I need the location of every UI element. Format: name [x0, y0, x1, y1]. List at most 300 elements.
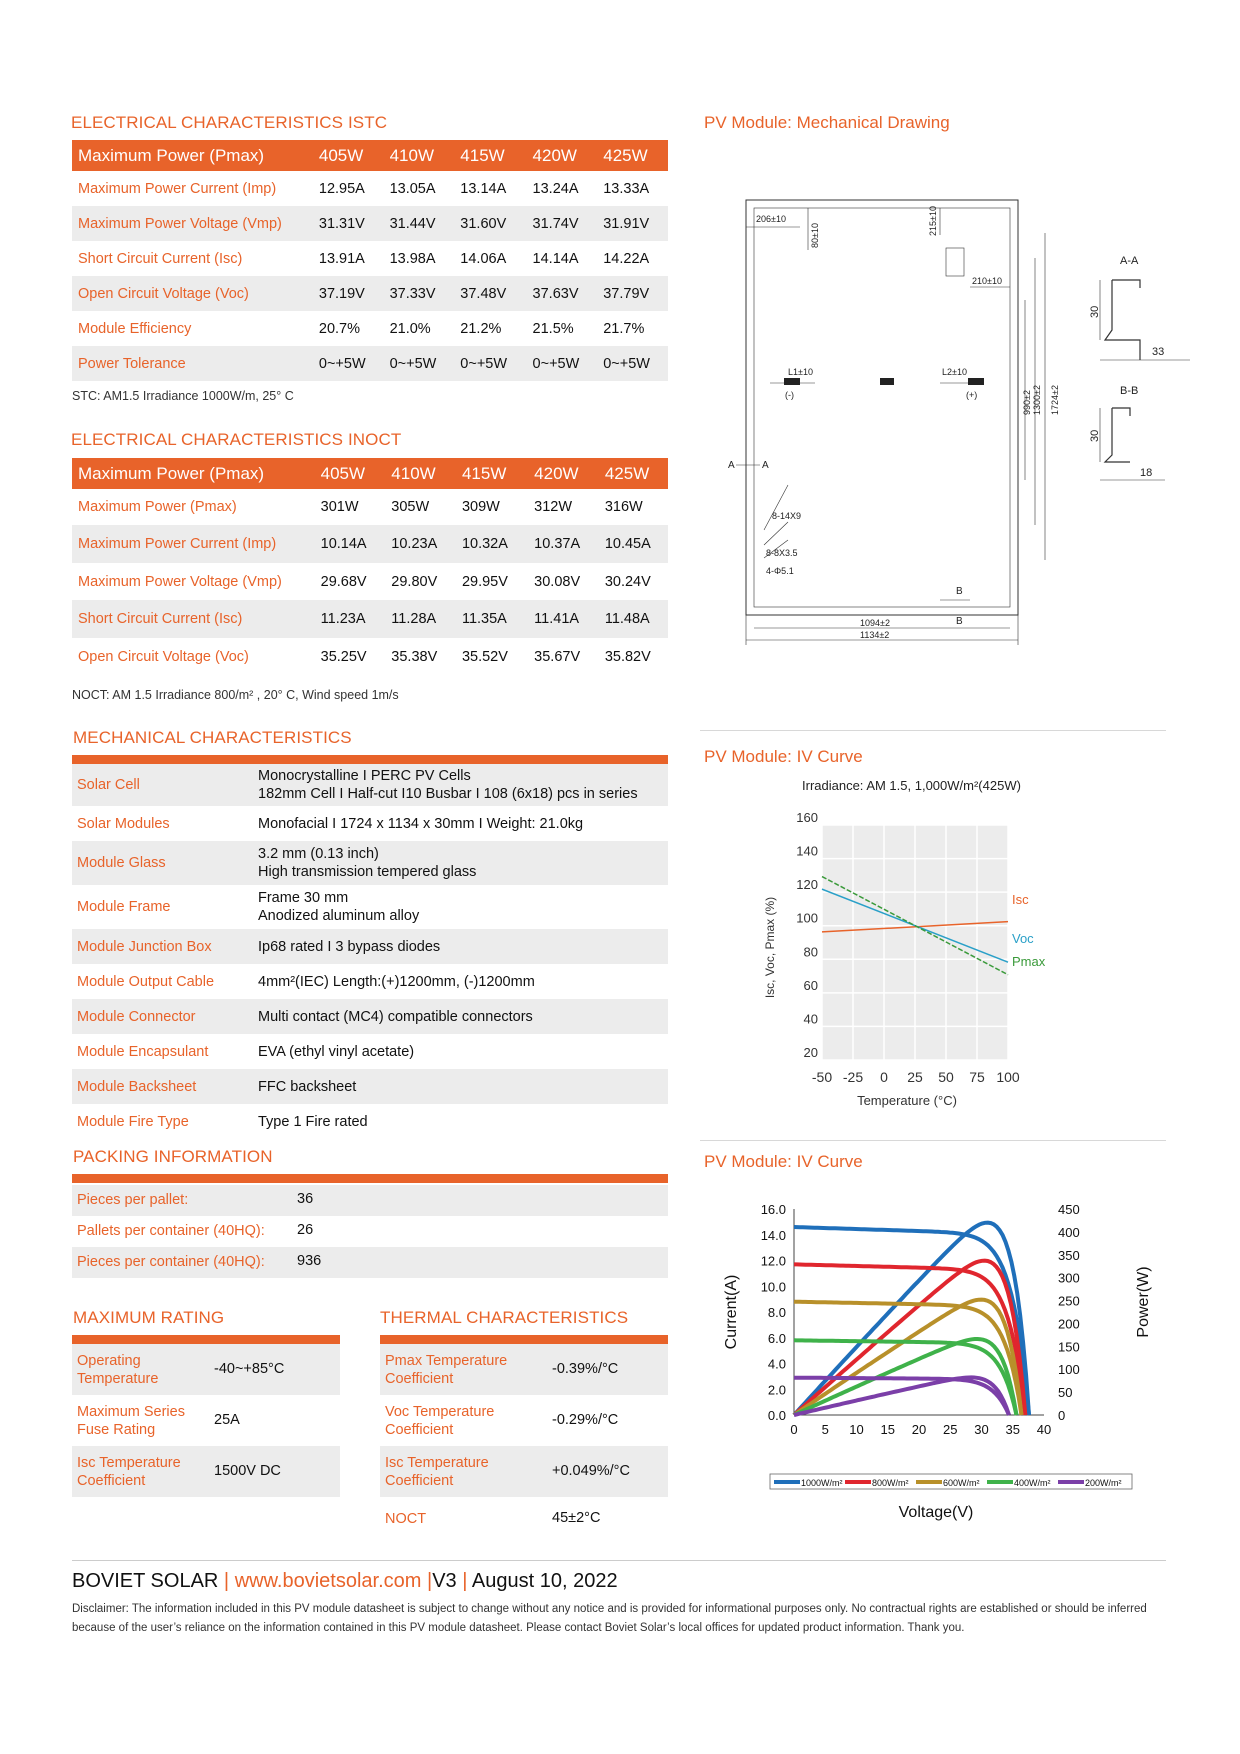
cell-value: 0~+5W [527, 346, 598, 381]
cell-value: 31.31V [313, 206, 384, 241]
cell-value: 20.7% [318, 320, 360, 337]
cell-value: 0~+5W [597, 346, 668, 381]
label-line2: Coefficient [385, 1421, 454, 1438]
mechanical-value-line2: Anodized aluminum alloy [258, 908, 420, 924]
cell-value: 30.24V [604, 573, 651, 590]
mechanical-value-line1: Monofacial I 1724 x 1134 x 30mm I Weight: 21.0kg [258, 815, 584, 832]
footer-version: V3 [432, 1570, 457, 1592]
thermal-label [385, 1454, 489, 1490]
stc-title-suffix: STC [352, 113, 388, 132]
max_rating-row [72, 1344, 340, 1395]
mechanical-value [258, 815, 583, 833]
table-row [72, 346, 668, 381]
cell-value: 37.48V [454, 276, 526, 311]
cell-value: 14.06A [460, 250, 507, 267]
negative-connector [784, 378, 800, 385]
mechanical-label: Module Output Cable [77, 973, 215, 990]
holes-3: 4-Φ5.1 [766, 566, 794, 576]
table-row [72, 171, 668, 206]
y-tick-label: 6.0 [767, 1330, 786, 1346]
cell-value: 35.52V [461, 648, 508, 665]
stc-note: STC: AM1.5 Irradiance 1000W/m, 25° C [72, 389, 294, 403]
chart-title: Irradiance: AM 1.5, 1,000W/m²(425W) [802, 778, 1021, 793]
noct-note: NOCT: AM 1.5 Irradiance 800/m² , 20° C, Wind speed 1m/s [72, 688, 399, 702]
cell-value: 420W [528, 458, 599, 489]
mechanical-value-line1: Multi contact (MC4) compatible connectors [258, 1008, 533, 1025]
mechanical-label: Module Connector [77, 1008, 196, 1025]
x-tick-label: 0 [880, 1069, 888, 1085]
cell-value: 12.95A [318, 180, 365, 197]
mechanical-value [258, 1113, 368, 1131]
legend-label: 1000W/m² [801, 1478, 843, 1488]
packing-row [72, 1216, 668, 1247]
cell-value: 21.0% [389, 320, 431, 337]
y-tick-label: 4.0 [767, 1356, 786, 1372]
label-line1: Operating [77, 1352, 141, 1369]
packing-value: 36 [297, 1191, 314, 1207]
thermal-bar [380, 1335, 668, 1344]
mechanical-drawing [700, 180, 1200, 660]
cell-value: 405W [313, 140, 384, 171]
label-line1: Isc Temperature [385, 1454, 489, 1471]
cell-value: 29.80V [391, 573, 438, 590]
label-line1: Maximum Series [77, 1403, 185, 1420]
mechanical-value [258, 845, 476, 881]
thermal-label [385, 1510, 426, 1528]
cell-value: 410W [385, 458, 456, 489]
table-header-row [72, 140, 668, 171]
mechanical-row [72, 999, 668, 1034]
section-aa: A-A [1120, 255, 1139, 267]
cell-value: 420W [527, 140, 598, 171]
mechanical-row [72, 964, 668, 999]
table-row [72, 489, 668, 525]
mechanical-row [72, 841, 668, 885]
cell-value: 0~+5W [313, 346, 384, 381]
mechanical-label: Solar Modules [77, 815, 170, 832]
x-tick-label: 100 [996, 1069, 1020, 1085]
y-tick-label: 20 [803, 1045, 818, 1060]
thermal-value: +0.049%/°C [552, 1462, 630, 1479]
cell-value: 21.2% [460, 320, 502, 337]
mechanical-row [72, 764, 668, 806]
mechanical-value [258, 973, 535, 991]
max_rating-label [77, 1454, 181, 1490]
mechanical-row [72, 1034, 668, 1069]
cell-value: 305W [391, 499, 430, 515]
y2-tick-label: 250 [1058, 1293, 1080, 1309]
row-label: Maximum Power Current (Imp) [72, 525, 315, 563]
label-line1: NOCT [385, 1510, 427, 1527]
temp-chart-title: PV Module: IV Curve [704, 747, 863, 766]
y-axis-label: Isc, Voc, Pmax (%) [763, 896, 777, 999]
mechanical-value-line1: FFC backsheet [258, 1078, 357, 1095]
max_rating-row [72, 1446, 340, 1497]
packing-bar [72, 1174, 668, 1183]
cell-value: 30.08V [534, 573, 581, 590]
x-tick-label: -50 [811, 1069, 833, 1085]
noct-title-sep: I [347, 430, 353, 449]
y2-tick-label: 200 [1058, 1316, 1080, 1332]
legend-label: 200W/m² [1085, 1478, 1122, 1488]
x-tick-label: 40 [1036, 1422, 1052, 1437]
thermal-row [380, 1395, 668, 1446]
stc-title: ELECTRICAL CHARACTERISTICS [71, 113, 344, 132]
cell-value: 14.22A [603, 250, 650, 267]
thermal-title: THERMAL CHARACTERISTICS [380, 1308, 629, 1327]
mechanical-value [258, 889, 419, 925]
max_rating-value: 25A [214, 1411, 240, 1428]
cell-value: 11.28A [385, 600, 456, 638]
mechanical-value [258, 767, 638, 803]
cell-value: 10.45A [599, 525, 668, 563]
mechanical-value-line1: Frame 30 mm [258, 890, 349, 906]
table-row [72, 638, 668, 675]
mechanical-value-line1: Monocrystalline I PERC PV Cells [258, 768, 471, 784]
y2-axis-label: Power(W) [1135, 1266, 1152, 1338]
packing-label: Pieces per container (40HQ): [77, 1254, 265, 1270]
cell-value: 405W [315, 458, 386, 489]
cell-value: 21.7% [603, 320, 645, 337]
row-label: Maximum Power Voltage (Vmp) [72, 206, 313, 241]
legend-label: 800W/m² [872, 1478, 909, 1488]
x-tick-label: 30 [974, 1422, 989, 1437]
y-tick-label: 100 [796, 910, 818, 926]
cell-value: 29.95V [461, 573, 508, 590]
y-tick-label: 80 [803, 944, 818, 960]
cell-value: 31.60V [454, 206, 526, 241]
y-tick-label: 2.0 [767, 1382, 786, 1398]
y-tick-label: 160 [796, 810, 818, 825]
y-tick-label: 16.0 [760, 1202, 786, 1217]
y2-tick-label: 100 [1058, 1362, 1080, 1378]
mechanical-row [72, 806, 668, 841]
row-label: Maximum Power (Pmax) [72, 458, 315, 489]
cell-value: 31.91V [597, 206, 668, 241]
x-tick-label: -25 [842, 1069, 864, 1085]
cell-value: 14.14A [532, 250, 579, 267]
cell-value: 13.14A [460, 180, 507, 197]
y-tick-label: 10.0 [760, 1279, 786, 1295]
cell-value: 37.79V [597, 276, 668, 311]
x-tick-label: 5 [821, 1422, 829, 1437]
divider-1 [700, 730, 1166, 731]
dim-h1: 990±2 [1022, 390, 1032, 415]
cell-value: 425W [597, 140, 668, 171]
thermal-row [380, 1344, 668, 1395]
dim-w2: 1134±2 [860, 630, 890, 640]
footer-website-link[interactable]: www.bovietsolar.com [234, 1570, 422, 1592]
mechanical-label: Module Encapsulant [77, 1043, 209, 1060]
x-tick-label: 0 [790, 1422, 798, 1437]
row-label: Open Circuit Voltage (Voc) [78, 648, 249, 665]
x-tick-label: 25 [943, 1422, 958, 1437]
mechanical-value-line1: EVA (ethyl vinyl acetate) [258, 1043, 415, 1060]
pos-label: (+) [966, 390, 978, 400]
mechanical-value-line1: 4mm²(IEC) Length:(+)1200mm, (-)1200mm [258, 973, 535, 990]
mechanical-label: Solar Cell [77, 777, 140, 793]
max_rating-label [77, 1352, 158, 1388]
label-line2: Temperature [77, 1370, 159, 1387]
noct-title: ELECTRICAL CHARACTERISTICS [71, 430, 344, 449]
cell-value: 35.25V [320, 648, 367, 665]
cell-value: 312W [534, 499, 573, 515]
y-axis-label: Current(A) [723, 1274, 740, 1350]
cell-value: 316W [604, 499, 643, 515]
row-label: Power Tolerance [72, 346, 313, 381]
cell-value: 35.82V [604, 648, 651, 665]
dim-h2: 1300±2 [1032, 385, 1042, 415]
footer-date: August 10, 2022 [471, 1570, 618, 1592]
cell-value: 13.05A [389, 180, 436, 197]
cell-value: 415W [454, 140, 526, 171]
legend-label: 600W/m² [943, 1478, 980, 1488]
profile-a-30: 30 [1089, 305, 1101, 318]
mechanical-value-line1: Type 1 Fire rated [258, 1113, 368, 1130]
row-label: Open Circuit Voltage (Voc) [72, 276, 313, 311]
mechanical-bar [72, 755, 668, 764]
thermal-label [385, 1352, 507, 1388]
mechanical-label: Module Glass [77, 855, 166, 871]
y2-tick-label: 0 [1058, 1408, 1066, 1423]
mechanical-label: Module Fire Type [77, 1113, 189, 1130]
mechanical-row [72, 1104, 668, 1139]
packing-row [72, 1247, 668, 1278]
cell-value: 415W [456, 458, 528, 489]
max-rating-title: MAXIMUM RATING [73, 1308, 225, 1327]
noct-section-title [71, 430, 401, 450]
legend [770, 1474, 1132, 1489]
table-row [72, 311, 668, 346]
cell-value: 11.23A [315, 600, 386, 638]
y2-tick-label: 50 [1058, 1385, 1073, 1401]
table-row [72, 276, 668, 311]
table-row [72, 525, 668, 563]
legend-label: 400W/m² [1014, 1478, 1051, 1488]
max_rating-value: -40~+85°C [214, 1360, 285, 1377]
label-line2: Coefficient [77, 1472, 146, 1489]
cell-value: 425W [599, 458, 668, 489]
footer-sep-2: | [427, 1570, 433, 1592]
cell-value: 31.44V [384, 206, 455, 241]
packing-label: Pallets per container (40HQ): [77, 1223, 265, 1239]
stc-title-sep: I [347, 113, 353, 132]
thermal-row [380, 1497, 668, 1540]
y-tick-label: 120 [796, 877, 818, 893]
row-label: Maximum Power (Pmax) [72, 140, 313, 171]
noct-table [72, 458, 668, 675]
cell-value: 13.33A [603, 180, 650, 197]
thermal-value: 45±2°C [552, 1509, 601, 1526]
mechanical-value [258, 1078, 356, 1096]
mechanical-label: Module Backsheet [77, 1078, 197, 1095]
cell-value: 0~+5W [454, 346, 526, 381]
mechanical-value [258, 1043, 414, 1061]
max_rating-label [77, 1403, 185, 1439]
cell-value: 37.63V [527, 276, 598, 311]
y-tick-label: 8.0 [767, 1305, 786, 1320]
table-row [72, 241, 668, 276]
series-label: Voc [1012, 931, 1034, 946]
footer-sep: | [223, 1570, 230, 1592]
table-row [72, 206, 668, 241]
cell-value: 10.32A [456, 525, 528, 563]
y-tick-label: 60 [803, 977, 818, 993]
cell-value: 11.41A [528, 600, 599, 638]
dim-d3: 215±10 [928, 206, 938, 236]
table-row [72, 600, 668, 638]
mechanical-value [258, 1008, 533, 1026]
cell-value: 29.68V [320, 573, 367, 590]
y2-tick-label: 150 [1058, 1339, 1080, 1355]
mechanical-value-line1: 3.2 mm (0.13 inch) [258, 846, 379, 862]
mechanical-value-line2: 182mm Cell I Half-cut I10 Busbar I 108 (6x18) pcs in series [258, 786, 638, 802]
dim-l2: L2±10 [942, 367, 967, 377]
cell-value: 11.35A [456, 600, 528, 638]
mechanical-row [72, 929, 668, 964]
max-rating-bar [72, 1335, 340, 1344]
footer-rule [72, 1560, 1166, 1561]
footer-brand: BOVIET SOLAR [72, 1570, 219, 1592]
row-label: Module Efficiency [78, 320, 192, 337]
cell-value: 13.98A [389, 250, 436, 267]
mechanical-value-line2: High transmission tempered glass [258, 864, 477, 880]
row-label: Short Circuit Current (Isc) [78, 250, 243, 267]
dim-h3: 1724±2 [1050, 385, 1060, 415]
profile-b-30: 30 [1089, 429, 1101, 442]
section-bb: B-B [1120, 385, 1139, 397]
dim-l1: L1±10 [788, 367, 813, 377]
series-label: Pmax [1012, 954, 1046, 969]
holes-1: 8-14X9 [772, 511, 802, 521]
disclaimer: Disclaimer: The information included in this PV module datasheet is subject to change without any notice and is provided for informational purposes only. No contractual rights are established or should be inferred because of the user’s reliance on the information contained in this PV module datasheet. Please contact Boviet Solar’s local offices for updated product information. Thank you. [72, 1603, 1147, 1634]
footer-line [72, 1570, 618, 1593]
cell-value: 35.67V [534, 648, 581, 665]
cell-value: 410W [384, 140, 455, 171]
mechanical-label: Module Frame [77, 899, 171, 915]
cell-value: 35.38V [391, 648, 438, 665]
cell-value: 21.5% [532, 320, 574, 337]
mechanical-row [72, 1069, 668, 1104]
neg-label: (-) [785, 390, 794, 400]
divider-2 [700, 1140, 1166, 1141]
label-line1: Voc Temperature [385, 1403, 495, 1420]
x-tick-label: 20 [911, 1422, 927, 1437]
junction-box [946, 248, 964, 276]
y-tick-label: 0.0 [767, 1408, 786, 1423]
thermal-row [380, 1446, 668, 1497]
thermal-value: -0.39%/°C [552, 1360, 619, 1377]
max_rating-value: 1500V DC [214, 1462, 281, 1479]
x-tick-label: 75 [969, 1069, 985, 1085]
y-tick-label: 140 [796, 843, 818, 859]
cell-value: 37.19V [313, 276, 384, 311]
cell-value: 31.74V [527, 206, 598, 241]
y2-tick-label: 450 [1058, 1202, 1080, 1217]
positive-connector [968, 378, 984, 385]
max_rating-row [72, 1395, 340, 1446]
cell-value: 10.37A [528, 525, 599, 563]
row-label: Maximum Power Voltage (Vmp) [78, 573, 282, 590]
x-tick-label: 50 [938, 1069, 954, 1085]
marker-b-top: B [956, 586, 963, 597]
temp-chart [760, 770, 1120, 1120]
row-label: Maximum Power Current (Imp) [78, 180, 277, 197]
middle-connector [880, 378, 894, 385]
cell-value: 13.24A [532, 180, 579, 197]
drawing-title: PV Module: Mechanical Drawing [704, 113, 950, 132]
marker-a-left: A [728, 460, 735, 471]
mechanical-row [72, 885, 668, 929]
cell-value: 11.48A [599, 600, 668, 638]
series-label: Isc [1012, 892, 1029, 907]
row-label: Maximum Power (Pmax) [78, 499, 237, 515]
iv-chart-title: PV Module: IV Curve [704, 1152, 863, 1171]
packing-title: PACKING INFORMATION [73, 1147, 273, 1166]
noct-title-suffix: NOCT [352, 430, 402, 449]
profile-b-18: 18 [1140, 467, 1153, 479]
cell-value: 301W [320, 499, 359, 515]
mechanical-title: MECHANICAL CHARACTERISTICS [73, 728, 352, 747]
cell-value: 37.33V [384, 276, 455, 311]
packing-value: 936 [297, 1253, 322, 1269]
x-tick-label: 25 [907, 1069, 923, 1085]
x-axis-label: Voltage(V) [898, 1504, 974, 1521]
table-row [72, 563, 668, 600]
packing-row [72, 1185, 668, 1216]
cell-value: 0~+5W [384, 346, 455, 381]
marker-a-right: A [762, 460, 769, 471]
mechanical-label: Module Junction Box [77, 938, 212, 955]
x-tick-label: 15 [880, 1422, 895, 1437]
mechanical-value [258, 938, 440, 956]
dim-w1: 1094±2 [860, 618, 890, 628]
row-label: Short Circuit Current (Isc) [72, 600, 315, 638]
y2-tick-label: 350 [1058, 1247, 1080, 1263]
cell-value: 309W [461, 499, 500, 515]
y2-tick-label: 400 [1058, 1224, 1080, 1240]
y-tick-label: 14.0 [760, 1227, 786, 1243]
y2-tick-label: 300 [1058, 1270, 1080, 1286]
packing-label: Pieces per pallet: [77, 1192, 189, 1208]
profile-a-33: 33 [1152, 346, 1165, 358]
label-line2: Coefficient [385, 1370, 454, 1387]
stc-table [72, 140, 668, 381]
x-axis-label: Temperature (°C) [857, 1093, 957, 1108]
dim-d2: 80±10 [810, 223, 820, 248]
y-tick-label: 12.0 [760, 1253, 786, 1269]
marker-b-bottom: B [956, 616, 963, 627]
cell-value: 10.14A [315, 525, 386, 563]
iv-chart [716, 1195, 1156, 1535]
label-line1: Pmax Temperature [385, 1352, 508, 1369]
dim-d4: 210±10 [972, 276, 1002, 286]
stc-section-title [71, 113, 387, 133]
dim-d1: 206±10 [756, 214, 786, 224]
thermal-label [385, 1403, 494, 1439]
cell-value: 13.91A [318, 250, 365, 267]
label-line2: Coefficient [385, 1472, 454, 1489]
mechanical-value-line1: Ip68 rated I 3 bypass diodes [258, 938, 441, 955]
label-line2: Fuse Rating [77, 1421, 156, 1438]
holes-2: 8-8X3.5 [766, 548, 798, 558]
label-line1: Isc Temperature [77, 1454, 181, 1471]
cell-value: 10.23A [385, 525, 456, 563]
y-tick-label: 40 [803, 1011, 818, 1027]
thermal-value: -0.29%/°C [552, 1411, 619, 1428]
x-tick-label: 10 [849, 1422, 864, 1437]
table-header-row [72, 458, 668, 489]
